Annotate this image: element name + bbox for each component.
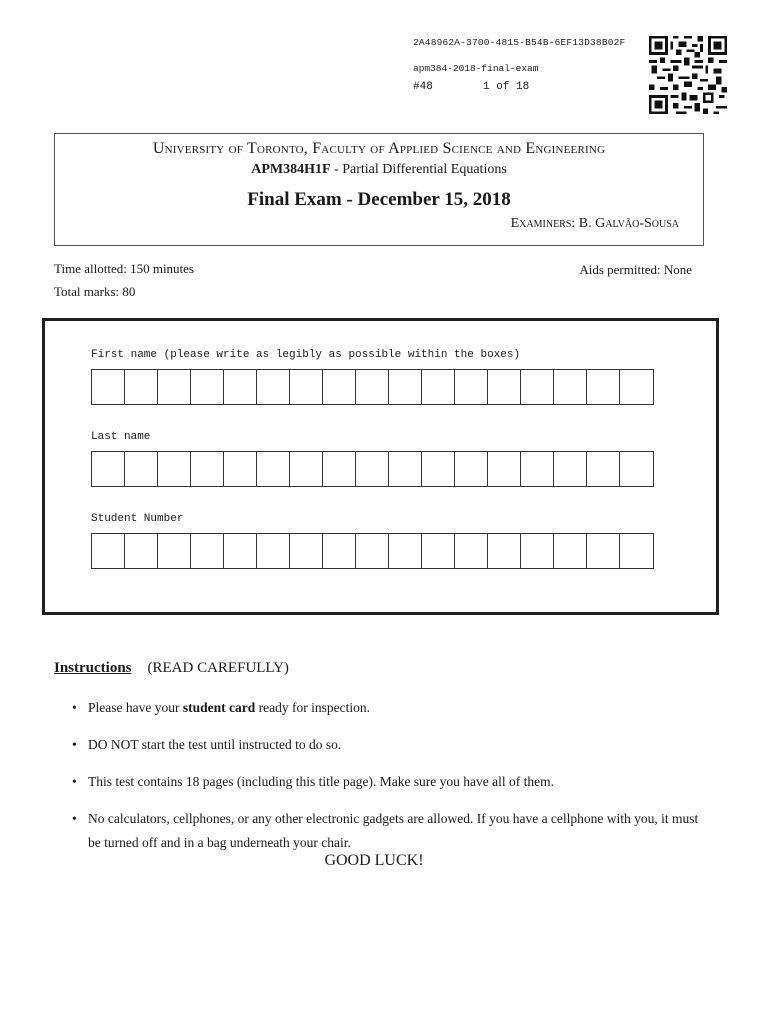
course-line [55, 162, 703, 178]
list-item: • This test contains 18 pages (including this title page). Make sure you have all of them. [72, 774, 555, 789]
last-name-field[interactable] [91, 451, 654, 487]
good-luck: GOOD LUCK! [324, 852, 424, 869]
instructions-title: Instructions [54, 660, 132, 676]
list-item: • DO NOT start the test until instructed to do so. [72, 737, 342, 752]
page-indicator: 1 of 18 [483, 81, 530, 93]
last-name-label: Last name [91, 431, 151, 443]
time-allotted: Time allotted: 150 minutes [54, 261, 194, 276]
title-box [54, 133, 704, 246]
qr-code-icon [649, 36, 727, 114]
instructions-list [54, 696, 714, 868]
exam-slug: apm384-2018-final-exam [413, 63, 539, 74]
student-number-field[interactable] [91, 533, 654, 569]
student-info-box [42, 318, 719, 615]
list-item: • No calculators, cellphones, or any other electronic gadgets are allowed. If you have a cellphone with you, it must be turned off and in a bag underneath your chair. [72, 811, 699, 850]
course-code: APM384H1F [251, 162, 331, 177]
exam-title: Final Exam - December 15, 2018 [247, 189, 511, 210]
university-line: University of Toronto, Faculty of Applied Science and Engineering [152, 140, 606, 157]
first-name-label: First name (please write as legibly as possible within the boxes) [91, 349, 521, 361]
instructions-heading [54, 660, 289, 677]
total-marks: Total marks: 80 [54, 284, 136, 299]
list-item: • Please have your student card ready for inspection. [72, 700, 370, 715]
course-name: - Partial Differential Equations [330, 162, 507, 177]
instructions-note: (READ CAREFULLY) [147, 660, 289, 676]
aids-permitted: Aids permitted: None [579, 262, 692, 277]
first-name-field[interactable] [91, 369, 654, 405]
student-number-label: Student Number [91, 513, 184, 525]
document-id: 2A48962A-3700-4815-B54B-6EF13D38B02F [413, 37, 626, 48]
examiners: Examiners: B. Galvão-Sousa [510, 216, 679, 231]
copy-number: #48 [413, 81, 433, 93]
